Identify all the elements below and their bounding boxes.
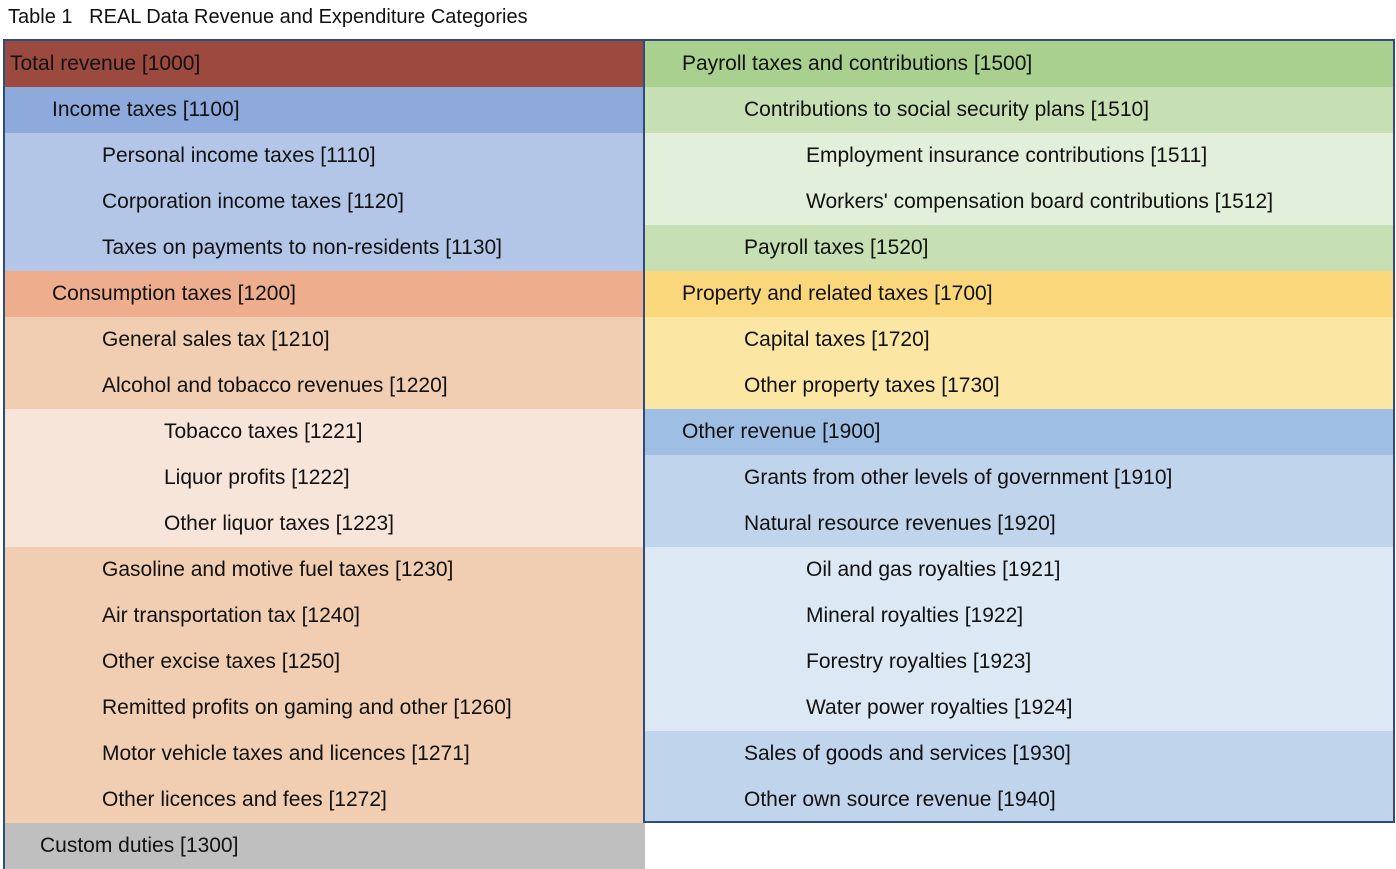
category-label: Liquor profits [1222] (164, 466, 350, 489)
category-label: Payroll taxes and contributions [1500] (682, 52, 1033, 75)
table-row (645, 133, 1393, 179)
table-row (5, 363, 645, 409)
category-label: Income taxes [1100] (52, 98, 240, 121)
category-label: Consumption taxes [1200] (52, 282, 296, 305)
table-row (645, 639, 1393, 685)
table-row (645, 271, 1393, 317)
table-row (645, 409, 1393, 455)
category-label: Corporation income taxes [1120] (102, 190, 404, 213)
table-row (645, 501, 1393, 547)
table-row (5, 225, 645, 271)
table-row (645, 363, 1393, 409)
category-label: Other revenue [1900] (682, 420, 881, 443)
category-label: Forestry royalties [1923] (806, 650, 1032, 673)
category-label: Other excise taxes [1250] (102, 650, 341, 673)
category-label: Gasoline and motive fuel taxes [1230] (102, 558, 454, 581)
table-row (645, 41, 1393, 87)
category-label: Remitted profits on gaming and other [1260] (102, 696, 512, 719)
table-row (5, 501, 645, 547)
category-label: General sales tax [1210] (102, 328, 330, 351)
table-row (645, 685, 1393, 731)
category-label: Tobacco taxes [1221] (164, 420, 363, 443)
category-label: Taxes on payments to non-residents [1130] (102, 236, 503, 259)
table-row (5, 317, 645, 363)
table-caption: Table 1 REAL Data Revenue and Expenditure Categories (8, 6, 528, 28)
table-row (5, 731, 645, 777)
left-column (3, 39, 645, 869)
table-row (645, 547, 1393, 593)
table-row (5, 179, 645, 225)
table-row (5, 823, 645, 869)
category-label: Water power royalties [1924] (806, 696, 1073, 719)
category-label: Grants from other levels of government [1910] (744, 466, 1173, 489)
category-label: Sales of goods and services [1930] (744, 742, 1071, 765)
category-label: Air transportation tax [1240] (102, 604, 360, 627)
category-label: Contributions to social security plans [1510] (744, 98, 1150, 121)
category-label: Property and related taxes [1700] (682, 282, 993, 305)
table-row (5, 685, 645, 731)
category-label: Personal income taxes [1110] (102, 144, 376, 167)
category-label: Payroll taxes [1520] (744, 236, 929, 259)
category-label: Other licences and fees [1272] (102, 788, 387, 811)
table-row (5, 455, 645, 501)
category-label: Oil and gas royalties [1921] (806, 558, 1061, 581)
table-row (5, 639, 645, 685)
table-row (5, 271, 645, 317)
table-row (645, 593, 1393, 639)
category-label: Natural resource revenues [1920] (744, 512, 1056, 535)
table-row (5, 547, 645, 593)
category-label: Capital taxes [1720] (744, 328, 930, 351)
category-label: Other property taxes [1730] (744, 374, 1000, 397)
category-label: Motor vehicle taxes and licences [1271] (102, 742, 470, 765)
category-label: Total revenue [1000] (10, 52, 201, 75)
category-label: Custom duties [1300] (40, 834, 239, 857)
category-label: Other liquor taxes [1223] (164, 512, 394, 535)
table-row (645, 225, 1393, 271)
category-label: Workers' compensation board contributions [1512] (806, 190, 1274, 213)
table-row (5, 133, 645, 179)
category-label: Alcohol and tobacco revenues [1220] (102, 374, 448, 397)
table-row (645, 179, 1393, 225)
table-row (5, 777, 645, 823)
table-row (645, 777, 1393, 823)
category-label: Other own source revenue [1940] (744, 788, 1056, 811)
category-label: Mineral royalties [1922] (806, 604, 1024, 627)
right-column (643, 39, 1395, 823)
table-row (645, 731, 1393, 777)
category-label: Employment insurance contributions [1511] (806, 144, 1208, 167)
table-row (5, 409, 645, 455)
table-row (645, 87, 1393, 133)
table-row (5, 593, 645, 639)
table-row (5, 41, 645, 87)
table-row (645, 317, 1393, 363)
table-row (645, 455, 1393, 501)
table-row (5, 87, 645, 133)
